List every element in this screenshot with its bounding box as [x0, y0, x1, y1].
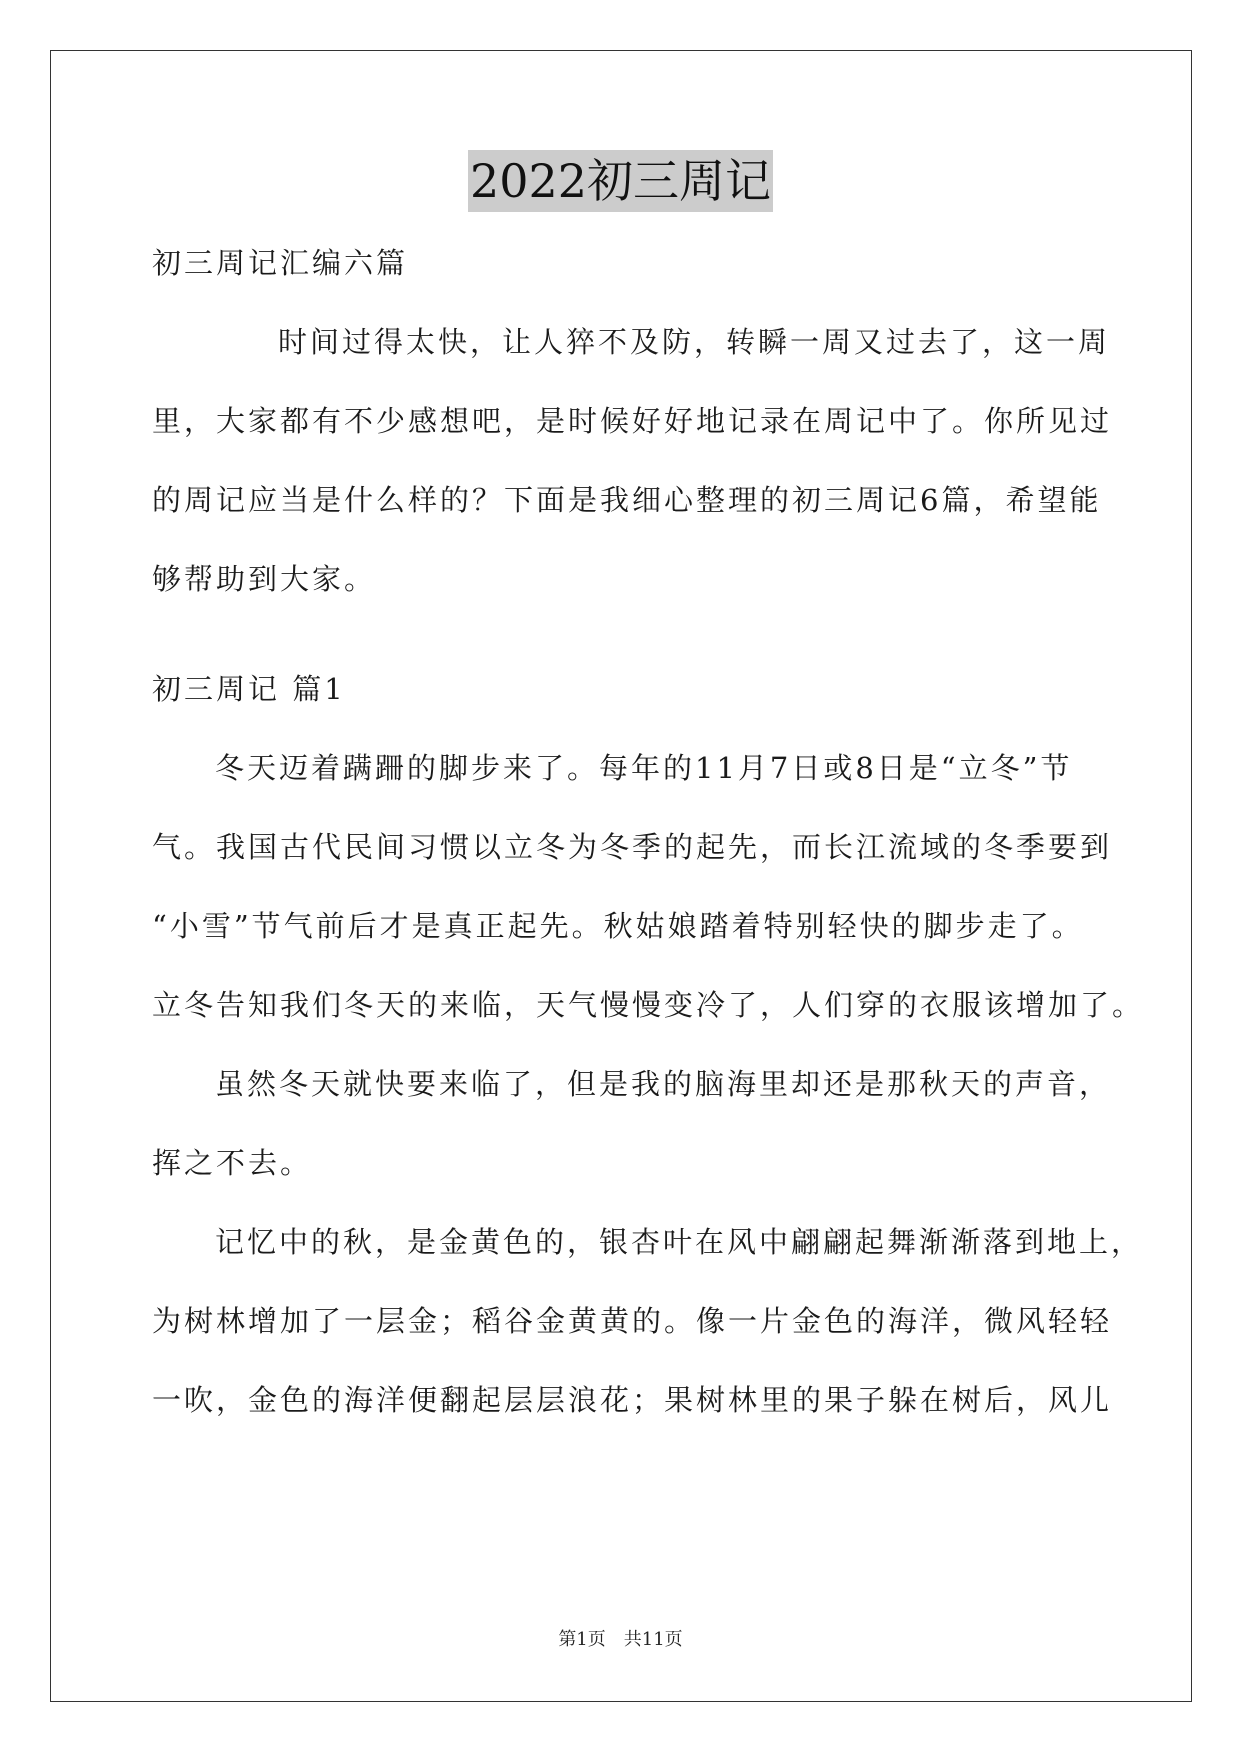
paragraph-line: 冬天迈着蹒跚的脚步来了。每年的11月7日或8日是“立冬”节	[215, 751, 1073, 785]
title-wrap	[0, 150, 1241, 212]
paragraph-line: 为树林增加了一层金；稻谷金黄黄的。像一片金色的海洋，微风轻轻	[152, 1304, 1113, 1338]
page-number: 第1页	[558, 1629, 606, 1650]
paragraph-line: 够帮助到大家。	[152, 562, 377, 596]
paragraph-line: 挥之不去。	[152, 1146, 313, 1180]
section-heading: 初三周记 篇1	[152, 672, 346, 706]
paragraph-line: 里，大家都有不少感想吧，是时候好好地记录在周记中了。你所见过	[152, 404, 1113, 438]
paragraph-line: “小雪”节气前后才是真正起先。秋姑娘踏着特别轻快的脚步走了。	[152, 909, 1084, 943]
paragraph-line: 一吹，金色的海洋便翻起层层浪花；果树林里的果子躲在树后，风儿	[152, 1383, 1113, 1417]
paragraph-line: 立冬告知我们冬天的来临，天气慢慢变冷了，人们穿的衣服该增加了。	[152, 988, 1145, 1022]
paragraph-line: 的周记应当是什么样的？下面是我细心整理的初三周记6篇，希望能	[152, 483, 1102, 517]
page-footer	[0, 1628, 1241, 1652]
paragraph-line: 时间过得太快，让人猝不及防，转瞬一周又过去了，这一周	[278, 325, 1111, 359]
document-body	[152, 233, 1145, 1449]
document-title: 2022初三周记	[468, 150, 773, 212]
subtitle: 初三周记汇编六篇	[152, 246, 409, 280]
page-total: 共11页	[623, 1629, 683, 1650]
paragraph-line: 气。我国古代民间习惯以立冬为冬季的起先，而长江流域的冬季要到	[152, 830, 1113, 864]
paragraph-line: 虽然冬天就快要来临了，但是我的脑海里却还是那秋天的声音，	[215, 1067, 1112, 1101]
paragraph-line: 记忆中的秋，是金黄色的，银杏叶在风中翩翩起舞渐渐落到地上，	[215, 1225, 1144, 1259]
